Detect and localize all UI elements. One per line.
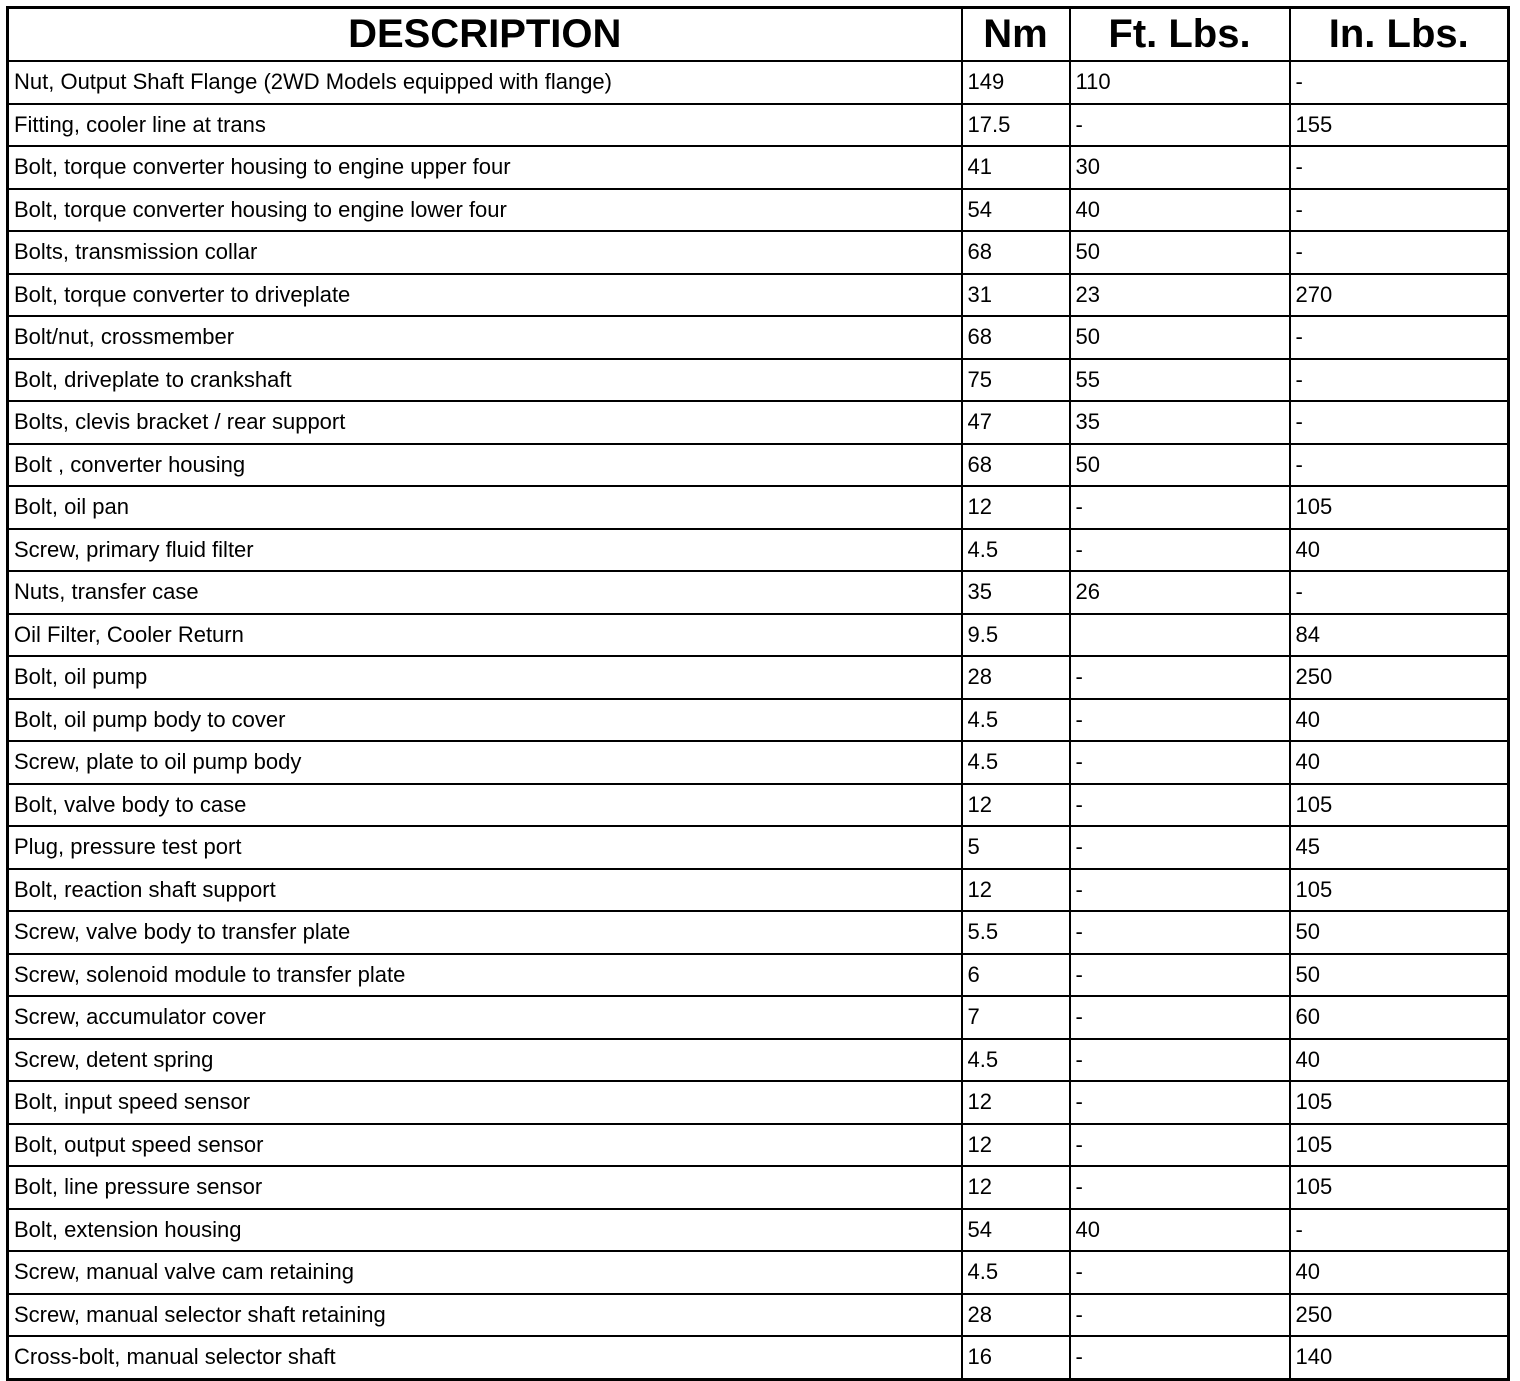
table-row bbox=[8, 911, 1509, 954]
cell-nm: 35 bbox=[962, 571, 1070, 614]
cell-description: Screw, primary fluid filter bbox=[8, 529, 962, 572]
cell-nm: 47 bbox=[962, 401, 1070, 444]
table-row bbox=[8, 1336, 1509, 1379]
cell-ft-lbs: 30 bbox=[1070, 146, 1290, 189]
cell-in-lbs: 40 bbox=[1290, 699, 1509, 742]
cell-ft-lbs: - bbox=[1070, 741, 1290, 784]
cell-nm: 28 bbox=[962, 1294, 1070, 1337]
table-row bbox=[8, 274, 1509, 317]
cell-in-lbs: - bbox=[1290, 444, 1509, 487]
cell-ft-lbs: - bbox=[1070, 1124, 1290, 1167]
table-row bbox=[8, 996, 1509, 1039]
cell-nm: 12 bbox=[962, 784, 1070, 827]
cell-in-lbs: 40 bbox=[1290, 1251, 1509, 1294]
cell-nm: 12 bbox=[962, 1124, 1070, 1167]
cell-description: Bolt, torque converter to driveplate bbox=[8, 274, 962, 317]
cell-description: Screw, solenoid module to transfer plate bbox=[8, 954, 962, 997]
cell-in-lbs: - bbox=[1290, 1209, 1509, 1252]
cell-ft-lbs: 23 bbox=[1070, 274, 1290, 317]
cell-nm: 12 bbox=[962, 1166, 1070, 1209]
table-row bbox=[8, 1124, 1509, 1167]
column-header-ft-lbs: Ft. Lbs. bbox=[1070, 8, 1290, 62]
cell-nm: 4.5 bbox=[962, 741, 1070, 784]
cell-ft-lbs: - bbox=[1070, 656, 1290, 699]
cell-nm: 41 bbox=[962, 146, 1070, 189]
cell-nm: 4.5 bbox=[962, 1039, 1070, 1082]
table-row bbox=[8, 869, 1509, 912]
cell-description: Bolt, oil pump body to cover bbox=[8, 699, 962, 742]
cell-ft-lbs: - bbox=[1070, 529, 1290, 572]
cell-nm: 54 bbox=[962, 1209, 1070, 1252]
cell-description: Screw, manual selector shaft retaining bbox=[8, 1294, 962, 1337]
table-body bbox=[8, 61, 1509, 1379]
cell-ft-lbs: - bbox=[1070, 1251, 1290, 1294]
cell-description: Bolt, torque converter housing to engine lower four bbox=[8, 189, 962, 232]
cell-in-lbs: 45 bbox=[1290, 826, 1509, 869]
table-row bbox=[8, 316, 1509, 359]
table-row bbox=[8, 699, 1509, 742]
cell-in-lbs: 250 bbox=[1290, 656, 1509, 699]
cell-in-lbs: 40 bbox=[1290, 1039, 1509, 1082]
cell-in-lbs: 140 bbox=[1290, 1336, 1509, 1379]
cell-in-lbs: 105 bbox=[1290, 1081, 1509, 1124]
cell-description: Screw, accumulator cover bbox=[8, 996, 962, 1039]
cell-nm: 4.5 bbox=[962, 529, 1070, 572]
cell-ft-lbs: - bbox=[1070, 996, 1290, 1039]
table-row bbox=[8, 741, 1509, 784]
cell-in-lbs: - bbox=[1290, 316, 1509, 359]
cell-ft-lbs: - bbox=[1070, 1081, 1290, 1124]
column-header-in-lbs: In. Lbs. bbox=[1290, 8, 1509, 62]
cell-ft-lbs bbox=[1070, 614, 1290, 657]
cell-description: Oil Filter, Cooler Return bbox=[8, 614, 962, 657]
table-row bbox=[8, 954, 1509, 997]
cell-ft-lbs: - bbox=[1070, 1336, 1290, 1379]
cell-ft-lbs: - bbox=[1070, 826, 1290, 869]
cell-in-lbs: 60 bbox=[1290, 996, 1509, 1039]
cell-in-lbs: 250 bbox=[1290, 1294, 1509, 1337]
cell-in-lbs: 50 bbox=[1290, 911, 1509, 954]
table-row bbox=[8, 189, 1509, 232]
cell-nm: 17.5 bbox=[962, 104, 1070, 147]
table-row bbox=[8, 231, 1509, 274]
column-header-description: DESCRIPTION bbox=[8, 8, 962, 62]
cell-in-lbs: - bbox=[1290, 571, 1509, 614]
cell-description: Bolt, output speed sensor bbox=[8, 1124, 962, 1167]
table-row bbox=[8, 359, 1509, 402]
cell-ft-lbs: - bbox=[1070, 911, 1290, 954]
cell-ft-lbs: - bbox=[1070, 1294, 1290, 1337]
cell-description: Bolt, valve body to case bbox=[8, 784, 962, 827]
cell-ft-lbs: 26 bbox=[1070, 571, 1290, 614]
cell-in-lbs: 84 bbox=[1290, 614, 1509, 657]
cell-description: Bolt, reaction shaft support bbox=[8, 869, 962, 912]
table-row bbox=[8, 784, 1509, 827]
table-row bbox=[8, 1209, 1509, 1252]
cell-ft-lbs: 50 bbox=[1070, 316, 1290, 359]
cell-in-lbs: 40 bbox=[1290, 529, 1509, 572]
cell-in-lbs: 105 bbox=[1290, 1124, 1509, 1167]
cell-description: Bolt/nut, crossmember bbox=[8, 316, 962, 359]
cell-ft-lbs: 110 bbox=[1070, 61, 1290, 104]
cell-nm: 5 bbox=[962, 826, 1070, 869]
cell-in-lbs: 50 bbox=[1290, 954, 1509, 997]
cell-description: Bolts, clevis bracket / rear support bbox=[8, 401, 962, 444]
table-row bbox=[8, 1081, 1509, 1124]
cell-in-lbs: 105 bbox=[1290, 869, 1509, 912]
cell-description: Fitting, cooler line at trans bbox=[8, 104, 962, 147]
column-header-nm: Nm bbox=[962, 8, 1070, 62]
cell-description: Bolts, transmission collar bbox=[8, 231, 962, 274]
cell-nm: 12 bbox=[962, 1081, 1070, 1124]
cell-nm: 9.5 bbox=[962, 614, 1070, 657]
cell-nm: 31 bbox=[962, 274, 1070, 317]
cell-in-lbs: - bbox=[1290, 146, 1509, 189]
cell-description: Cross-bolt, manual selector shaft bbox=[8, 1336, 962, 1379]
cell-ft-lbs: - bbox=[1070, 1039, 1290, 1082]
table-row bbox=[8, 529, 1509, 572]
cell-nm: 75 bbox=[962, 359, 1070, 402]
cell-nm: 68 bbox=[962, 316, 1070, 359]
cell-nm: 54 bbox=[962, 189, 1070, 232]
cell-in-lbs: 270 bbox=[1290, 274, 1509, 317]
table-row bbox=[8, 571, 1509, 614]
cell-ft-lbs: 50 bbox=[1070, 231, 1290, 274]
cell-description: Screw, manual valve cam retaining bbox=[8, 1251, 962, 1294]
cell-description: Nuts, transfer case bbox=[8, 571, 962, 614]
cell-description: Screw, detent spring bbox=[8, 1039, 962, 1082]
cell-description: Bolt, line pressure sensor bbox=[8, 1166, 962, 1209]
table-row bbox=[8, 104, 1509, 147]
cell-nm: 149 bbox=[962, 61, 1070, 104]
cell-ft-lbs: 35 bbox=[1070, 401, 1290, 444]
table-row bbox=[8, 1251, 1509, 1294]
table-row bbox=[8, 1039, 1509, 1082]
table-row bbox=[8, 444, 1509, 487]
cell-in-lbs: - bbox=[1290, 359, 1509, 402]
table-row bbox=[8, 656, 1509, 699]
cell-description: Bolt, torque converter housing to engine upper four bbox=[8, 146, 962, 189]
cell-description: Bolt, driveplate to crankshaft bbox=[8, 359, 962, 402]
cell-ft-lbs: - bbox=[1070, 104, 1290, 147]
cell-nm: 68 bbox=[962, 231, 1070, 274]
cell-in-lbs: - bbox=[1290, 189, 1509, 232]
cell-description: Bolt, input speed sensor bbox=[8, 1081, 962, 1124]
table-row bbox=[8, 1294, 1509, 1337]
cell-description: Bolt, extension housing bbox=[8, 1209, 962, 1252]
cell-ft-lbs: - bbox=[1070, 784, 1290, 827]
cell-nm: 7 bbox=[962, 996, 1070, 1039]
cell-in-lbs: 155 bbox=[1290, 104, 1509, 147]
cell-ft-lbs: - bbox=[1070, 699, 1290, 742]
cell-in-lbs: 105 bbox=[1290, 1166, 1509, 1209]
cell-description: Bolt, oil pump bbox=[8, 656, 962, 699]
cell-nm: 28 bbox=[962, 656, 1070, 699]
table-row bbox=[8, 401, 1509, 444]
cell-nm: 5.5 bbox=[962, 911, 1070, 954]
cell-ft-lbs: - bbox=[1070, 954, 1290, 997]
cell-description: Nut, Output Shaft Flange (2WD Models equipped with flange) bbox=[8, 61, 962, 104]
cell-in-lbs: 105 bbox=[1290, 784, 1509, 827]
cell-in-lbs: - bbox=[1290, 61, 1509, 104]
cell-description: Screw, valve body to transfer plate bbox=[8, 911, 962, 954]
table-row bbox=[8, 146, 1509, 189]
cell-nm: 12 bbox=[962, 869, 1070, 912]
cell-description: Bolt , converter housing bbox=[8, 444, 962, 487]
cell-in-lbs: 40 bbox=[1290, 741, 1509, 784]
cell-ft-lbs: 55 bbox=[1070, 359, 1290, 402]
cell-ft-lbs: - bbox=[1070, 486, 1290, 529]
cell-ft-lbs: - bbox=[1070, 869, 1290, 912]
cell-in-lbs: 105 bbox=[1290, 486, 1509, 529]
cell-nm: 12 bbox=[962, 486, 1070, 529]
cell-in-lbs: - bbox=[1290, 231, 1509, 274]
cell-in-lbs: - bbox=[1290, 401, 1509, 444]
cell-ft-lbs: 40 bbox=[1070, 189, 1290, 232]
table-row bbox=[8, 61, 1509, 104]
header-row bbox=[8, 8, 1509, 62]
cell-description: Screw, plate to oil pump body bbox=[8, 741, 962, 784]
cell-description: Plug, pressure test port bbox=[8, 826, 962, 869]
table-row bbox=[8, 826, 1509, 869]
table-row bbox=[8, 614, 1509, 657]
cell-nm: 4.5 bbox=[962, 1251, 1070, 1294]
cell-nm: 4.5 bbox=[962, 699, 1070, 742]
table-row bbox=[8, 1166, 1509, 1209]
cell-nm: 6 bbox=[962, 954, 1070, 997]
cell-nm: 68 bbox=[962, 444, 1070, 487]
torque-spec-table bbox=[6, 6, 1510, 1381]
cell-description: Bolt, oil pan bbox=[8, 486, 962, 529]
cell-ft-lbs: 50 bbox=[1070, 444, 1290, 487]
cell-nm: 16 bbox=[962, 1336, 1070, 1379]
cell-ft-lbs: - bbox=[1070, 1166, 1290, 1209]
table-row bbox=[8, 486, 1509, 529]
cell-ft-lbs: 40 bbox=[1070, 1209, 1290, 1252]
